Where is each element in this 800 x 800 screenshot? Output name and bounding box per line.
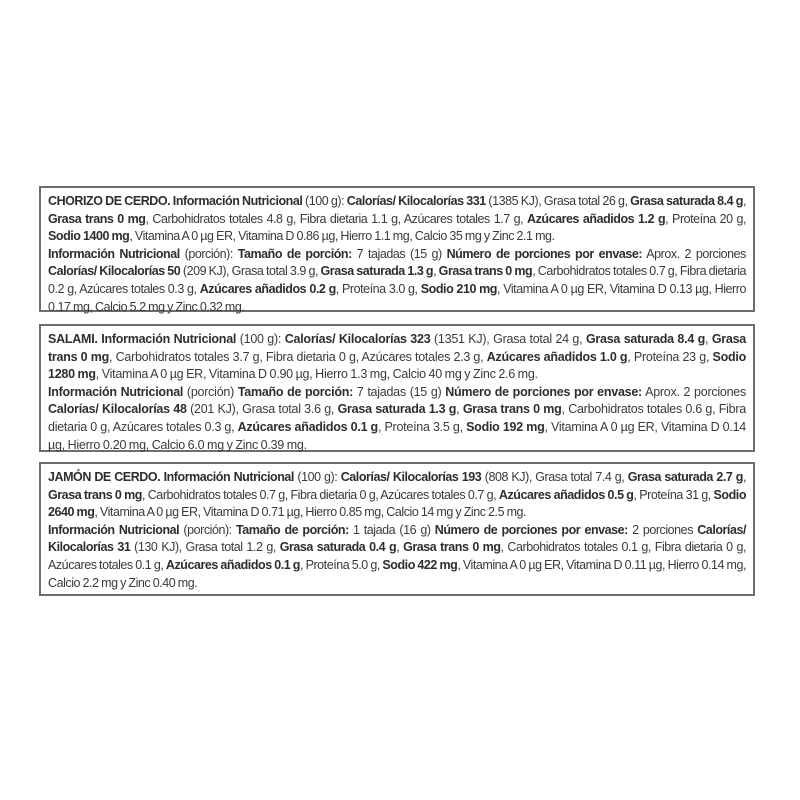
text-segment: (porción) (183, 384, 238, 399)
bold-text-segment: Azúcares añadidos 0.5 g (498, 487, 634, 502)
bold-text-segment: Calorías/ Kilocalorías 193 (340, 470, 482, 484)
bold-text-segment: Información Nutricional (48, 246, 180, 261)
text-segment: , Proteína 20 g, (665, 211, 746, 226)
bold-text-segment: Sodio 210 mg (420, 281, 497, 296)
bold-text-segment: Grasa trans 0 mg (438, 264, 533, 279)
nutrition-panel-chorizo (39, 186, 755, 312)
text-segment: 2 porciones (627, 522, 698, 537)
text-segment: , Proteína 3.0 g, (335, 281, 421, 296)
bold-text-segment: Azúcares añadidos 1.2 g (527, 211, 666, 226)
text-segment: , Proteína 23 g, (627, 349, 713, 364)
bold-text-segment: Información Nutricional (48, 384, 184, 399)
bold-text-segment: Calorías/ Kilocalorías 50 (48, 264, 181, 279)
bold-text-segment: Número de porciones por envase: (445, 384, 642, 399)
bold-text-segment: Grasa saturada 8.4 g (630, 194, 743, 208)
bold-text-segment: Grasa saturada 1.3 g (337, 402, 457, 417)
per-portion-paragraph (48, 246, 746, 316)
text-segment: , (742, 470, 747, 484)
text-segment: , Proteína 3.5 g, (377, 419, 467, 434)
text-segment: , Vitamina A 0 µg ER, Vitamina D 0.13 µg, Hierro 0.17 mg, Calcio 5.2 mg y Zinc 0.32 mg. (48, 281, 746, 314)
text-segment: , (743, 194, 747, 208)
bold-text-segment: Sodio 192 mg (466, 419, 545, 434)
bold-text-segment: SALAMI. Información Nutricional (48, 332, 237, 346)
bold-text-segment: Grasa trans 0 mg (403, 540, 501, 555)
nutrition-panel-salami (39, 324, 755, 452)
text-segment: , (705, 332, 712, 346)
text-segment: (130 KJ), Grasa total 1.2 g, (130, 540, 280, 555)
text-segment: , Carbohidratos totales 0.6 g, Fibra dietaria 0 g, Azúcares totales 0.3 g, (48, 402, 746, 434)
text-segment: Aprox. 2 porciones (642, 246, 746, 261)
bold-text-segment: Información Nutricional (48, 522, 180, 537)
bold-text-segment: JAMÓN DE CERDO. Información Nutricional (48, 470, 294, 484)
bold-text-segment: Azúcares añadidos 0.2 g (199, 281, 336, 296)
per-portion-paragraph (48, 384, 746, 454)
bold-text-segment: Sodio 2640 mg (48, 487, 747, 520)
text-segment: , Proteína 5.0 g, (300, 557, 383, 572)
text-segment: (100 g): (293, 470, 341, 484)
text-segment: , Vitamina A 0 µg ER, Vitamina D 0.90 µg, Hierro 1.3 mg, Calcio 40 mg y Zinc 2.6 mg. (95, 367, 538, 382)
bold-text-segment: Grasa saturada 8.4 g (585, 332, 705, 346)
bold-text-segment: Grasa saturada 1.3 g (320, 264, 434, 279)
per-portion-paragraph (48, 522, 746, 592)
bold-text-segment: Azúcares añadidos 0.1 g (237, 419, 378, 434)
per-100g-paragraph (48, 469, 746, 522)
text-segment: Aprox. 2 porciones (641, 384, 746, 399)
bold-text-segment: Sodio 422 mg (382, 557, 458, 572)
text-segment: (100 g): (302, 194, 347, 208)
bold-text-segment: Tamaño de porción: (235, 522, 349, 537)
text-segment: , Carbohidratos totales 0.1 g, Fibra dietaria 0 g, Azúcares totales 0.1 g, (48, 540, 746, 572)
bold-text-segment: Calorías/ Kilocalorías 48 (48, 402, 187, 417)
bold-text-segment: Grasa trans 0 mg (48, 487, 142, 502)
bold-text-segment: Tamaño de porción: (237, 384, 354, 399)
bold-text-segment: Calorías/ Kilocalorías 323 (284, 332, 431, 346)
text-segment: , (456, 402, 463, 417)
bold-text-segment: Número de porciones por envase: (446, 246, 643, 261)
text-segment: , Carbohidratos totales 0.7 g, Fibra dietaria 0 g, Azúcares totales 0.7 g, (142, 487, 499, 502)
text-segment: 1 tajada (16 g) (348, 522, 435, 537)
bold-text-segment: CHORIZO DE CERDO. Información Nutricional (48, 194, 303, 208)
bold-text-segment: Calorías/ Kilocalorías 31 (48, 522, 746, 555)
bold-text-segment: Sodio 1280 mg (48, 349, 747, 382)
bold-text-segment: Grasa trans 0 mg (48, 211, 146, 226)
bold-text-segment: Grasa saturada 2.7 g (627, 470, 743, 484)
bold-text-segment: Tamaño de porción: (237, 246, 352, 261)
text-segment: , Carbohidratos totales 3.7 g, Fibra dietaria 0 g, Azúcares totales 2.3 g, (109, 349, 487, 364)
text-segment: (100 g): (236, 332, 285, 346)
text-segment: , Carbohidratos totales 0.7 g, Fibra dietaria 0.2 g, Azúcares totales 0.3 g, (48, 264, 747, 296)
nutrition-panel-jamon (39, 462, 755, 596)
text-segment: (201 KJ), Grasa total 3.6 g, (186, 402, 338, 417)
bold-text-segment: Número de porciones por envase: (434, 522, 628, 537)
text-segment: (porción): (179, 522, 236, 537)
text-segment: (808 KJ), Grasa total 7.4 g, (481, 470, 628, 484)
text-segment: , Vitamina A 0 µg ER, Vitamina D 0.71 µg, Hierro 0.85 mg, Calcio 14 mg y Zinc 2.5 mg. (94, 505, 527, 520)
bold-text-segment: Sodio 1400 mg (48, 229, 130, 244)
text-segment: , Proteína 31 g, (633, 487, 714, 502)
text-segment: , Carbohidratos totales 4.8 g, Fibra dietaria 1.1 g, Azúcares totales 1.7 g, (145, 211, 528, 226)
text-segment: , (433, 264, 439, 279)
per-100g-paragraph (48, 193, 746, 246)
text-segment: (209 KJ), Grasa total 3.9 g, (180, 264, 321, 279)
bold-text-segment: Azúcares añadidos 1.0 g (486, 349, 628, 364)
text-segment: 7 tajadas (15 g) (351, 246, 447, 261)
bold-text-segment: Azúcares añadidos 0.1 g (165, 557, 300, 572)
bold-text-segment: Calorías/ Kilocalorías 331 (346, 194, 486, 208)
text-segment: (1385 KJ), Grasa total 26 g, (485, 194, 631, 208)
per-100g-paragraph (48, 331, 746, 384)
bold-text-segment: Grasa saturada 0.4 g (279, 540, 397, 555)
text-segment: , Vitamina A 0 µg ER, Vitamina D 0.14 µg, Hierro 0.20 mg, Calcio 6.0 mg y Zinc 0.39 mg. (48, 419, 747, 452)
text-segment: , Vitamina A 0 µg ER, Vitamina D 0.86 µg, Hierro 1.1 mg, Calcio 35 mg y Zinc 2.1 mg. (129, 229, 555, 244)
text-segment: (porción): (179, 246, 238, 261)
text-segment: 7 tajadas (15 g) (353, 384, 446, 399)
bold-text-segment: Grasa trans 0 mg (48, 332, 747, 364)
text-segment: (1351 KJ), Grasa total 24 g, (430, 332, 586, 346)
bold-text-segment: Grasa trans 0 mg (462, 402, 562, 417)
text-segment: , (396, 540, 404, 555)
text-segment: , Vitamina A 0 µg ER, Vitamina D 0.11 µg, Hierro 0.14 mg, Calcio 2.2 mg y Zinc 0.40 mg. (48, 557, 746, 590)
